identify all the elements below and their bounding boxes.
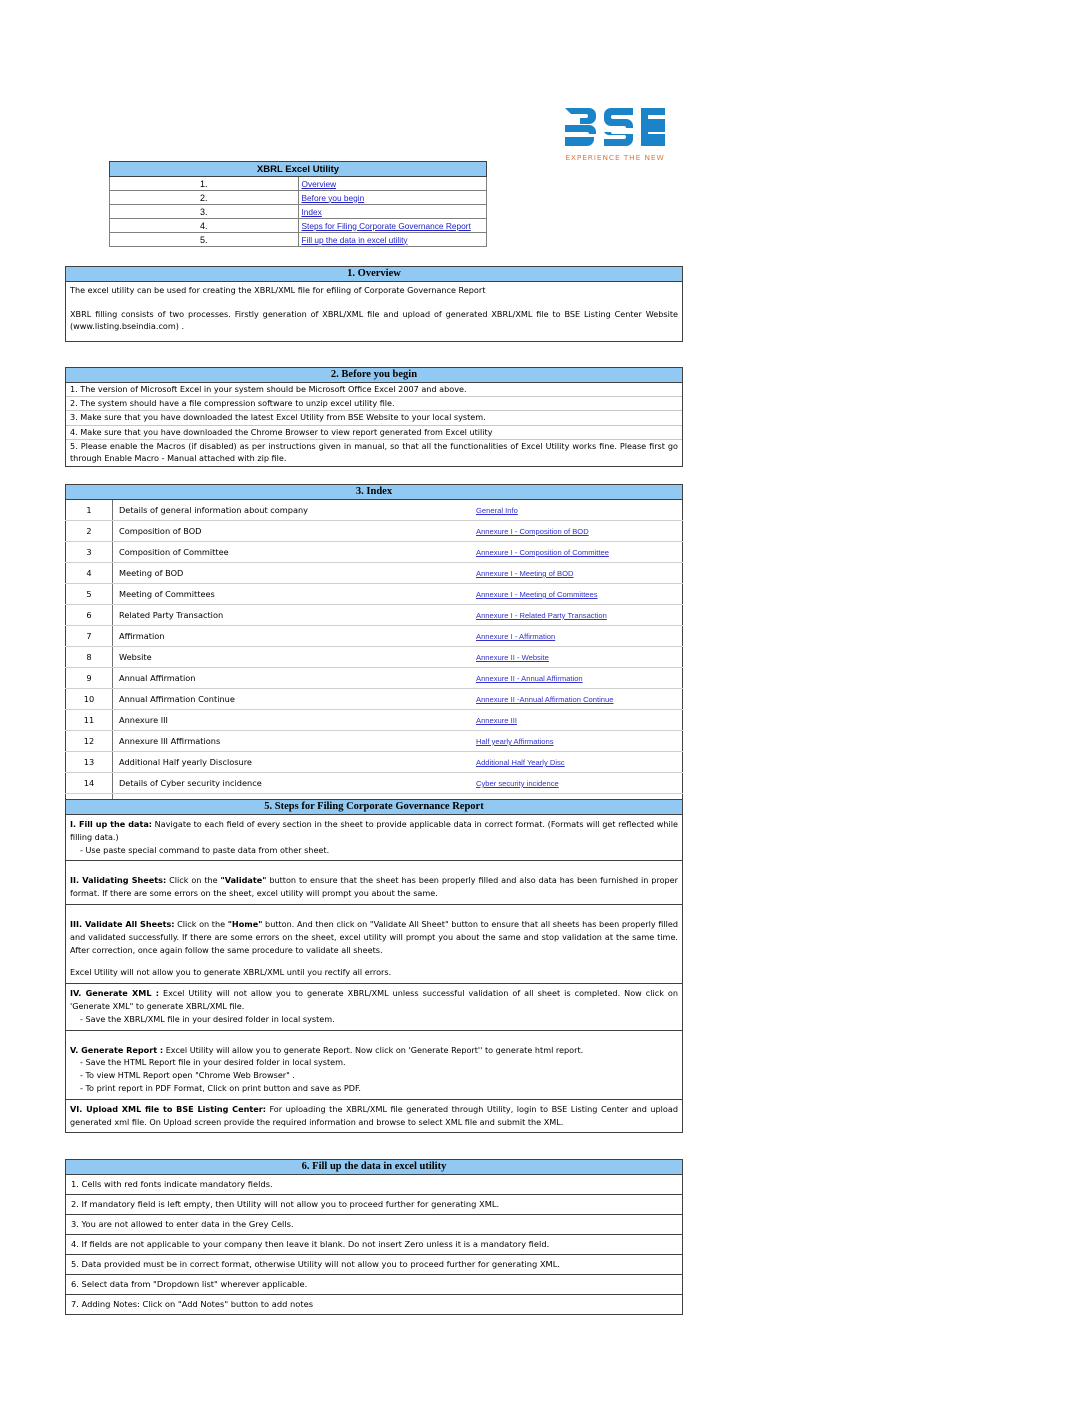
table-row [66,542,683,563]
step-2-paragraph [70,874,678,900]
overview-section [65,266,683,342]
step-5-sub-1: - Save the HTML Report file in your desired folder in local system. [80,1057,346,1068]
index-row-description: Details of general information about company [113,500,475,521]
index-row-link[interactable] [474,647,683,668]
nav-row [110,233,487,247]
fill-up-item: 3. You are not allowed to enter data in the Grey Cells. [66,1215,682,1235]
table-row [66,668,683,689]
index-row-description: Annexure III [113,710,475,731]
fill-up-item: 6. Select data from "Dropdown list" wherever applicable. [66,1275,682,1295]
index-row-number: 12 [66,731,113,752]
bse-logo-icon [563,106,667,154]
fill-up-data-section [65,1159,683,1315]
index-link-label[interactable]: Cyber security incidence [476,779,559,788]
step-5-body: Excel Utility will allow you to generate Report. Now click on 'Generate Report'' to generate html report. [163,1044,584,1055]
index-row-number: 8 [66,647,113,668]
index-row-description: Additional Half yearly Disclosure [113,752,475,773]
before-you-begin-item: 1. The version of Microsoft Excel in your system should be Microsoft Office Excel 2007 and above. [66,383,682,397]
index-row-number: 3 [66,542,113,563]
index-row-link[interactable] [474,563,683,584]
table-row [66,731,683,752]
index-row-link[interactable] [474,668,683,689]
nav-item-fill-up-data[interactable] [298,233,487,247]
table-row [66,689,683,710]
nav-link-label[interactable]: Fill up the data in excel utility [301,234,408,245]
step-2-emphasis: "Validate" [220,875,267,886]
before-you-begin-item: 4. Make sure that you have downloaded the Chrome Browser to view report generated from Excel utility [66,426,682,440]
step-1-heading: I. Fill up the data: [70,819,153,829]
index-link-label[interactable]: Annexure I - Composition of BOD [476,527,589,536]
bse-logo [563,106,667,164]
nav-row [110,205,487,219]
nav-link-label[interactable]: Index [301,206,322,217]
index-row-number: 11 [66,710,113,731]
step-3-body-b: button. And then click on "Validate All Sheet" button to ensure that all sheets has been properly filled and validated successfully. If there are some errors on the sheet, excel utility will prompt you about the same and stop validation at the same time. After correction, once again follow the same procedure to validate all sheets. [70,918,678,955]
step-2-body-b: button to ensure that the sheet has been properly filled and also data has been furnished in proper format. If there are some errors on the sheet, excel utility will prompt you about the same. [70,875,678,899]
index-row-description: Meeting of Committees [113,584,475,605]
step-6-heading: VI. Upload XML file to BSE Listing Center: [70,1103,266,1114]
step-3-heading: III. Validate All Sheets: [70,918,175,929]
table-row [66,584,683,605]
overview-body [65,282,683,342]
nav-row [110,177,487,191]
index-row-description: Meeting of BOD [113,563,475,584]
overview-spacer [70,297,678,308]
xbrl-excel-utility-nav-table [109,161,487,247]
step-4-sub: - Save the XBRL/XML file in your desired folder in local system. [80,1013,335,1024]
fill-up-item: 1. Cells with red fonts indicate mandatory fields. [66,1175,682,1195]
nav-item-number: 5. [110,233,299,247]
nav-link-label[interactable]: Steps for Filing Corporate Governance Report [301,220,471,231]
step-block-generate-report [66,1031,682,1100]
fill-up-item: 4. If fields are not applicable to your company then leave it blank. Do not insert Zero unless it is a mandatory field. [66,1235,682,1255]
step-6-paragraph [70,1103,678,1129]
index-link-label[interactable]: Annexure III [476,716,517,725]
step-4-heading: IV. Generate XML : [70,988,159,999]
step-2-body-a: Click on the [166,875,221,886]
step-1-paragraph [70,818,678,844]
index-section [65,484,683,815]
table-row [66,647,683,668]
step-block-validating-sheets [66,861,682,905]
step-5-sub-2: - To view HTML Report open "Chrome Web Browser" . [80,1070,295,1081]
step-3-body-a: Click on the [174,918,228,929]
before-you-begin-title: 2. Before you begin [65,367,683,383]
bse-logo-tagline: EXPERIENCE THE NEW [565,153,665,162]
index-row-number: 5 [66,584,113,605]
fill-up-item: 5. Data provided must be in correct format, otherwise Utility will not allow you to proceed further for generating XML. [66,1255,682,1275]
index-link-label[interactable]: Half yearly Affirmations [476,737,554,746]
table-row [66,605,683,626]
overview-paragraph-1: The excel utility can be used for creating the XBRL/XML file for efiling of Corporate Governance Report [70,285,486,295]
table-row [66,710,683,731]
step-3-paragraph [70,918,678,956]
fill-up-item: 2. If mandatory field is left empty, then Utility will not allow you to proceed further for generating XML. [66,1195,682,1215]
index-row-number: 1 [66,500,113,521]
index-row-link[interactable] [474,689,683,710]
index-row-number: 10 [66,689,113,710]
index-row-description: Website [113,647,475,668]
overview-paragraph-2: XBRL filling consists of two processes. Firstly generation of XBRL/XML file and upload of generated XBRL/XML file to BSE Listing Center Website (www.listing.bseindia.com) . [70,308,678,332]
steps-body [65,815,683,1133]
step-block-upload-xml [66,1100,682,1133]
index-row-link[interactable] [474,626,683,647]
before-you-begin-item: 3. Make sure that you have downloaded the latest Excel Utility from BSE Website to your local system. [66,411,682,425]
index-row-number: 13 [66,752,113,773]
step-3-spacer [70,908,678,918]
fill-up-item: 7. Adding Notes: Click on "Add Notes" button to add notes [71,1299,314,1309]
steps-title: 5. Steps for Filing Corporate Governance Report [65,799,683,815]
nav-row [110,191,487,205]
index-row-description: Annual Affirmation Continue [113,689,475,710]
index-row-number: 14 [66,773,113,794]
index-row-number: 4 [66,563,113,584]
nav-item-number: 3. [110,205,299,219]
nav-row [110,219,487,233]
index-link-label[interactable]: Annexure I - Composition of Committee [476,548,609,557]
nav-header-row [110,162,487,177]
nav-item-before-you-begin[interactable] [298,191,487,205]
nav-item-overview[interactable] [298,177,487,191]
before-you-begin-section [65,367,683,467]
index-row-number: 9 [66,668,113,689]
index-link-label[interactable]: Annexure II - Website [476,653,549,662]
step-4-paragraph [70,987,678,1013]
step-block-generate-xml [66,984,682,1030]
index-link-label[interactable]: Annexure I - Affirmation [476,632,556,641]
index-row-description: Related Party Transaction [113,605,475,626]
step-5-heading: V. Generate Report : [70,1044,164,1055]
nav-item-number: 1. [110,177,299,191]
index-link-label[interactable]: Additional Half Yearly Disc [476,758,565,767]
index-row-description: Affirmation [113,626,475,647]
step-5-spacer [70,1034,678,1044]
before-you-begin-body [65,383,683,467]
before-you-begin-item: 2. The system should have a file compression software to unzip excel utility file. [66,397,682,411]
index-link-label[interactable]: Annexure II - Annual Affirmation [476,674,583,683]
table-row [66,773,683,794]
step-2-spacer [70,864,678,874]
step-3-note-spacer [70,956,678,966]
step-6-body: For uploading the XBRL/XML file generated through Utility, login to BSE Listing Center and upload generated xml file. On Upload screen provide the required information and browse to select XML file and submit the XML. [70,1103,678,1127]
table-row [66,563,683,584]
nav-link-label[interactable]: Overview [301,178,337,189]
index-row-description: Annual Affirmation [113,668,475,689]
nav-title: XBRL Excel Utility [110,162,487,177]
index-link-label[interactable]: Annexure I - Meeting of BOD [476,569,574,578]
index-row-description: Composition of BOD [113,521,475,542]
step-block-validate-all-sheets [66,905,682,984]
index-table-body [66,500,683,815]
fill-up-data-title: 6. Fill up the data in excel utility [65,1159,683,1175]
index-row-link[interactable] [474,500,683,521]
table-row [66,500,683,521]
steps-section [65,799,683,1133]
before-you-begin-item: 5. Please enable the Macros (if disabled) as per instructions given in manual, so that all the functionalities of Excel Utility works fine. Please first go through Enable Macro - Manual attached with zip file. [70,440,678,464]
step-1-sub: - Use paste special command to paste data from other sheet. [80,844,330,855]
nav-link-label[interactable]: Before you begin [301,192,365,203]
step-3-note: Excel Utility will not allow you to generate XBRL/XML until you rectify all errors. [70,967,392,978]
table-row [66,752,683,773]
step-block-fill-up-data [66,815,682,861]
fill-up-data-body [65,1175,683,1315]
index-table [65,500,683,815]
index-row-link[interactable] [474,584,683,605]
index-link-label[interactable]: Annexure I - Meeting of Committees [476,590,598,599]
index-row-description: Composition of Committee [113,542,475,563]
nav-item-number: 2. [110,191,299,205]
nav-item-steps-for-filing[interactable] [298,219,487,233]
step-1-body: Navigate to each field of every section in the sheet to provide applicable data in correct format. (Formats will get reflected while filling data.) [70,819,678,842]
index-row-number: 2 [66,521,113,542]
index-row-link[interactable] [474,521,683,542]
step-2-heading: II. Validating Sheets: [70,875,167,886]
step-3-emphasis: "Home" [227,918,263,929]
index-row-link[interactable] [474,710,683,731]
step-4-body: Excel Utility will not allow you to generate XBRL/XML unless successful validation of all sheet is completed. Now click on 'Generate XML" to generate XBRL/XML file. [70,988,678,1011]
index-row-link[interactable] [474,731,683,752]
index-row-link[interactable] [474,542,683,563]
index-link-label[interactable]: Annexure I - Related Party Transaction [476,611,607,620]
step-5-sub-3: - To print report in PDF Format, Click on print button and save as PDF. [80,1082,361,1093]
index-row-link[interactable] [474,605,683,626]
index-link-label[interactable]: General Info [476,506,518,515]
table-row [66,521,683,542]
index-link-label[interactable]: Annexure II -Annual Affirmation Continue [476,695,614,704]
index-row-link[interactable] [474,752,683,773]
nav-item-index[interactable] [298,205,487,219]
table-row [66,626,683,647]
index-row-number: 6 [66,605,113,626]
index-row-description: Annexure III Affirmations [113,731,475,752]
nav-item-number: 4. [110,219,299,233]
index-row-link[interactable] [474,773,683,794]
index-row-description: Details of Cyber security incidence [113,773,475,794]
index-row-number: 7 [66,626,113,647]
index-title: 3. Index [65,484,683,500]
step-5-paragraph [70,1044,678,1057]
overview-title: 1. Overview [65,266,683,282]
